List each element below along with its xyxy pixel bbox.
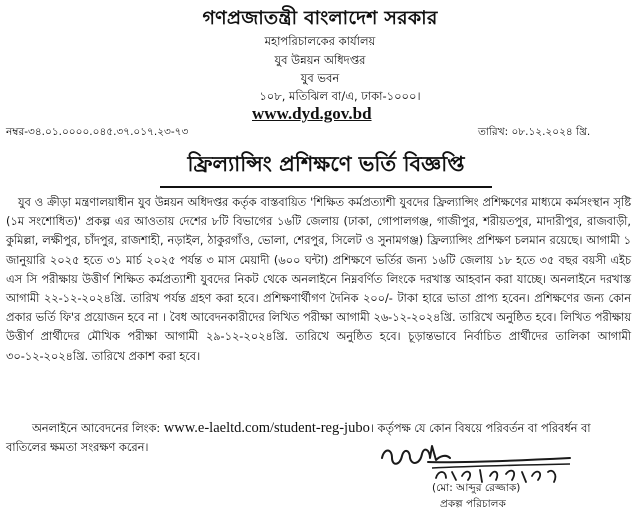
office-address: ১০৮, মতিঝিল বা/এ, ঢাকা-১০০০। [259,89,421,103]
memo-number: নম্বর-৩৪.০১.০০০০.০৪৫.৩৭.০১৭.২৩-৭৩ [6,126,189,138]
signatory-name: (মো: আব্দুর রেজ্জাক) [432,482,521,494]
signature-image [370,436,590,486]
office-name: মহাপরিচালকের কার্যালয় [264,34,376,48]
signatory-designation: প্রকল্প পরিচালক [440,498,506,510]
link-label: অনলাইনে আবেদনের লিংক: [32,422,161,435]
website-link[interactable]: www.dyd.gov.bd [252,104,372,123]
government-name: গণপ্রজাতন্ত্রী বাংলাদেশ সরকার [202,7,438,29]
department-name: যুব উন্নয়ন অধিদপ্তর [274,53,366,67]
authority-note: । কর্তৃপক্ষ যে কোন বিষয়ে পরিবর্তন বা পরিবর্ধন বা বাতিলের ক্ষমতা সংরক্ষণ করেন। [6,422,591,454]
building-name: যুব ভবন [300,71,340,85]
notice-title: ফ্রিল্যান্সিং প্রশিক্ষণে ভর্তি বিজ্ঞপ্তি [160,148,492,188]
application-url[interactable]: www.e-laeltd.com/student-reg-jubo [163,420,370,436]
document-date: তারিখ: ০৮.১২.২০২৪ খ্রি. [478,126,591,138]
notice-body: যুব ও ক্রীড়া মন্ত্রণালয়াধীন যুব উন্নয়ন অধিদপ্তর কর্তৃক বাস্তবায়িত 'শিক্ষিত কর্মপ্রত্যাশী যুবদের ফ্রিল্যান্সিং প্রশিক্ষণের মাধ্যমে কর্মসংস্থান সৃষ্টি (১ম সংশোধিত)' প্রকল্প এর আওতায় দেশের ৮টি বিভাগের ১৬টি জেলায় (ঢাকা, গোপালগঞ্জ, গাজীপুর, শরীয়তপুর, মাদারীপুর, রাজবাড়ী, কুমিল্লা, লক্ষীপুর, চাঁদপুর, রাজশাহী, নড়াইল, ঠাকুরগাঁও, ভোলা, শেরপুর, সিলেট ও সুনামগঞ্জ) ফ্রিল্যান্সিং প্রশিক্ষণ চলমান রয়েছে। আগামী ১ জানুয়ারি ২০২৫ হতে ৩১ মার্চ ২০২৫ পর্যন্ত ৩ মাস মেয়াদী (৬০০ ঘন্টা) প্রশিক্ষণে ভর্তির জন্য ১৬টি জেলায় ১৮ হতে ৩৫ বছর বয়সী এইচ এস সি পরীক্ষায় উত্তীর্ণ শিক্ষিত কর্মপ্রত্যাশী যুবদের নিকট থেকে অনলাইনে নিম্নবর্ণিত লিংকে দরখাস্ত আহবান করা যাচ্ছে। অনলাইনে দরখাস্ত আগামী ২২-১২-২০২৪খ্রি. তারিখ পর্যন্ত গ্রহণ করা হবে। প্রশিক্ষণার্থীগণ দৈনিক ২০০/- টাকা হারে ভাতা প্রাপ্য হবেন। প্রশিক্ষণের জন্য কোন প্রকার ভর্তি ফি'র প্রয়োজন হবে না । বৈধ আবেদনকারীদের লিখিত পরীক্ষা আগামী ২৬-১২-২০২৪খ্রি. তারিখে অনুষ্ঠিত হবে। লিখিত পরীক্ষায় উত্তীর্ণ প্রার্থীদের মৌখিক পরীক্ষা আগামী ২৯-১২-২০২৪খ্রি. তারিখে অনুষ্ঠিত হবে। চূড়ান্তভাবে নির্বাচিত প্রার্থীদের তালিকা আগামী ৩০-১২-২০২৪খ্রি. তারিখে প্রকাশ করা হবে। [6,196,631,363]
